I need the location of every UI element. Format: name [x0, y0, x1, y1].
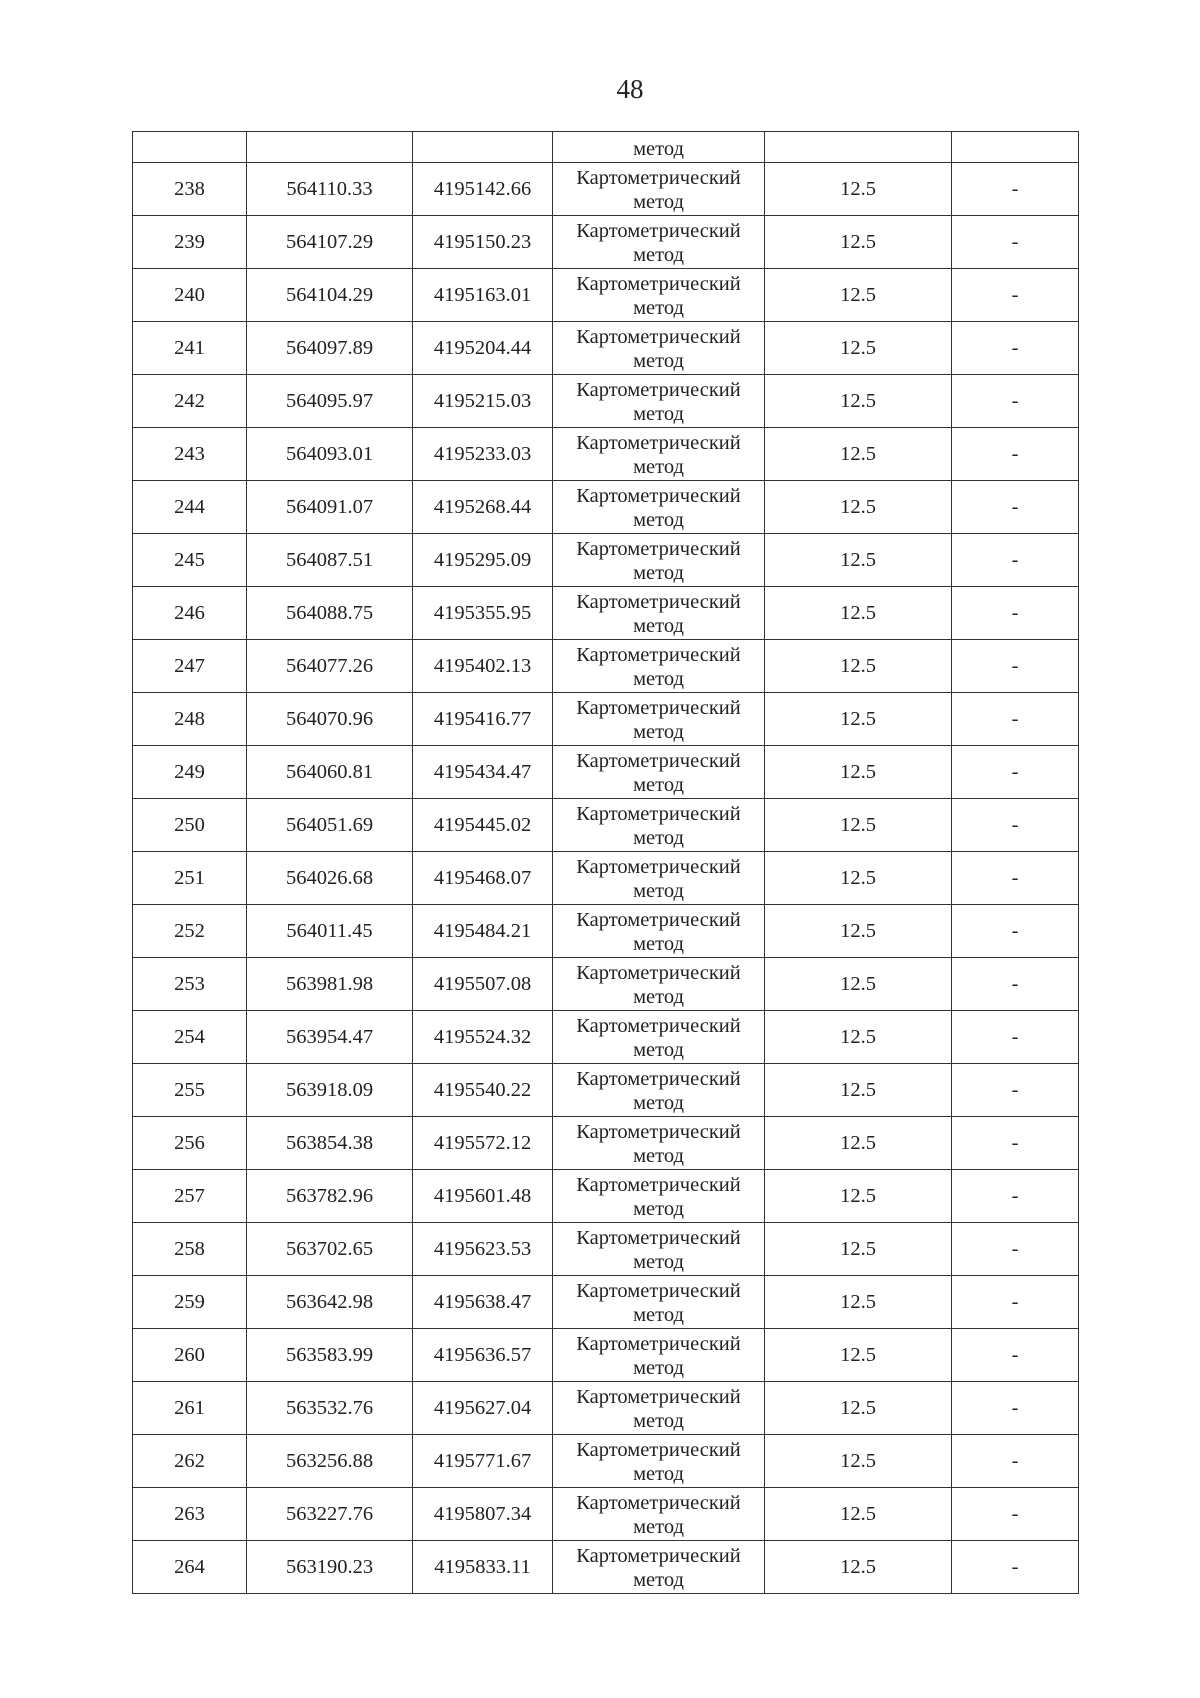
- table-cell-y: 4195540.22: [413, 1064, 553, 1117]
- table-cell-y: 4195150.23: [413, 216, 553, 269]
- table-cell-method: [553, 375, 765, 428]
- table-cell-x: 563702.65: [247, 1223, 413, 1276]
- table-cell-method: [553, 1435, 765, 1488]
- table-cell-x: 564107.29: [247, 216, 413, 269]
- method-text: метод: [633, 508, 684, 531]
- table-cell-x: 563532.76: [247, 1382, 413, 1435]
- table-cell-note: -: [952, 428, 1079, 481]
- method-text: Картометрический: [576, 855, 741, 878]
- table-cell-y: 4195142.66: [413, 163, 553, 216]
- table-cell-accuracy: 12.5: [765, 693, 952, 746]
- table-row: [133, 322, 1079, 375]
- method-text: метод: [633, 667, 684, 690]
- table-cell-number: 257: [133, 1170, 247, 1223]
- table-cell-note: -: [952, 1223, 1079, 1276]
- method-text: метод: [633, 1250, 684, 1273]
- table-cell-note: -: [952, 640, 1079, 693]
- table-cell-number: 243: [133, 428, 247, 481]
- table-cell-y: 4195833.11: [413, 1541, 553, 1594]
- method-text: Картометрический: [576, 1173, 741, 1196]
- table-cell-note: -: [952, 1276, 1079, 1329]
- table-cell-accuracy: 12.5: [765, 534, 952, 587]
- method-text: метод: [633, 243, 684, 266]
- method-text: метод: [633, 1144, 684, 1167]
- table-cell-x: 564011.45: [247, 905, 413, 958]
- table-cell-method: [553, 640, 765, 693]
- table-cell-number: 258: [133, 1223, 247, 1276]
- table-cell-y: 4195402.13: [413, 640, 553, 693]
- table-cell-note: -: [952, 587, 1079, 640]
- table-cell-method: метод: [553, 132, 765, 163]
- page-number: 48: [616, 74, 644, 104]
- method-text: метод: [633, 190, 684, 213]
- method-text: метод: [633, 1303, 684, 1326]
- method-text: Картометрический: [576, 749, 741, 772]
- table-row: [133, 1382, 1079, 1435]
- method-text: метод: [633, 1091, 684, 1114]
- table-cell-note: -: [952, 1382, 1079, 1435]
- table-cell-number: 241: [133, 322, 247, 375]
- method-text: Картометрический: [576, 590, 741, 613]
- table-cell-y: 4195468.07: [413, 852, 553, 905]
- table-cell-accuracy: 12.5: [765, 216, 952, 269]
- method-text: метод: [633, 349, 684, 372]
- table-row: [133, 1223, 1079, 1276]
- method-text: Картометрический: [576, 1385, 741, 1408]
- table-cell-method: [553, 481, 765, 534]
- method-text: метод: [633, 1197, 684, 1220]
- table-cell-accuracy: 12.5: [765, 1382, 952, 1435]
- table-cell-y: 4195416.77: [413, 693, 553, 746]
- table-row: [133, 1276, 1079, 1329]
- method-text: метод: [633, 1356, 684, 1379]
- table-cell-number: 260: [133, 1329, 247, 1382]
- method-text: метод: [633, 402, 684, 425]
- table-cell-x: 563981.98: [247, 958, 413, 1011]
- table-cell-method: [553, 1382, 765, 1435]
- table-row: [133, 428, 1079, 481]
- method-text: Картометрический: [576, 219, 741, 242]
- table-cell-number: 239: [133, 216, 247, 269]
- table-cell-method: [553, 1541, 765, 1594]
- table-cell-x: 564093.01: [247, 428, 413, 481]
- table-cell-x: 563954.47: [247, 1011, 413, 1064]
- method-text: Картометрический: [576, 802, 741, 825]
- table-row: [133, 693, 1079, 746]
- table-cell-number: 238: [133, 163, 247, 216]
- method-text: метод: [633, 1515, 684, 1538]
- method-text: Картометрический: [576, 1279, 741, 1302]
- table-row: [133, 481, 1079, 534]
- method-text: метод: [633, 1038, 684, 1061]
- table-cell-note: -: [952, 1064, 1079, 1117]
- method-text: Картометрический: [576, 431, 741, 454]
- table-row: [133, 1170, 1079, 1223]
- table-cell-number: 247: [133, 640, 247, 693]
- table-row: [133, 1488, 1079, 1541]
- table-cell-method: [553, 1117, 765, 1170]
- method-text: Картометрический: [576, 325, 741, 348]
- table-cell-y: 4195601.48: [413, 1170, 553, 1223]
- table-cell-x: 563642.98: [247, 1276, 413, 1329]
- table-cell-accuracy: 12.5: [765, 587, 952, 640]
- table-row: [133, 1011, 1079, 1064]
- table-cell-y: 4195572.12: [413, 1117, 553, 1170]
- table-cell-accuracy: 12.5: [765, 1064, 952, 1117]
- table-cell-accuracy: 12.5: [765, 640, 952, 693]
- table-cell-y: 4195445.02: [413, 799, 553, 852]
- table-cell-number: 249: [133, 746, 247, 799]
- table-cell-accuracy: 12.5: [765, 428, 952, 481]
- table-row: [133, 958, 1079, 1011]
- method-text: Картометрический: [576, 1544, 741, 1567]
- method-text: метод: [633, 985, 684, 1008]
- table-cell-accuracy: 12.5: [765, 481, 952, 534]
- table-cell-accuracy: 12.5: [765, 1541, 952, 1594]
- table-cell-note: [952, 132, 1079, 163]
- table-cell-x: 564070.96: [247, 693, 413, 746]
- table-cell-x: 563256.88: [247, 1435, 413, 1488]
- method-text: Картометрический: [576, 1067, 741, 1090]
- table-row: [133, 1117, 1079, 1170]
- table-cell-x: 564077.26: [247, 640, 413, 693]
- table-cell-x: [247, 132, 413, 163]
- table-cell-note: -: [952, 163, 1079, 216]
- table-cell-method: [553, 746, 765, 799]
- method-text: метод: [633, 561, 684, 584]
- table-cell-x: 564060.81: [247, 746, 413, 799]
- method-text: Картометрический: [576, 1120, 741, 1143]
- table-cell-y: 4195807.34: [413, 1488, 553, 1541]
- table-cell-method: [553, 163, 765, 216]
- table-cell-number: 251: [133, 852, 247, 905]
- table-row: [133, 1329, 1079, 1382]
- table-cell-number: 252: [133, 905, 247, 958]
- table-cell-y: 4195434.47: [413, 746, 553, 799]
- table-cell-method: [553, 852, 765, 905]
- table-cell-method: [553, 534, 765, 587]
- table-row: [133, 905, 1079, 958]
- table-row: [133, 269, 1079, 322]
- table-cell-y: 4195163.01: [413, 269, 553, 322]
- table-cell-method: [553, 216, 765, 269]
- table-cell-number: 261: [133, 1382, 247, 1435]
- table-cell-y: 4195204.44: [413, 322, 553, 375]
- table-cell-y: 4195524.32: [413, 1011, 553, 1064]
- table-cell-x: 564051.69: [247, 799, 413, 852]
- table-cell-accuracy: 12.5: [765, 1488, 952, 1541]
- table-cell-method: [553, 1170, 765, 1223]
- table-cell-number: 244: [133, 481, 247, 534]
- table-cell-y: [413, 132, 553, 163]
- table-row: [133, 1541, 1079, 1594]
- table-row: [133, 216, 1079, 269]
- table-cell-note: -: [952, 1011, 1079, 1064]
- table-cell-number: 254: [133, 1011, 247, 1064]
- table-cell-note: -: [952, 799, 1079, 852]
- table-cell-note: -: [952, 269, 1079, 322]
- method-text: Картометрический: [576, 484, 741, 507]
- table-cell-x: 563227.76: [247, 1488, 413, 1541]
- table-cell-method: [553, 269, 765, 322]
- table-cell-number: 242: [133, 375, 247, 428]
- table-cell-method: [553, 1276, 765, 1329]
- table-cell-method: [553, 905, 765, 958]
- table-cell-accuracy: [765, 132, 952, 163]
- table-cell-x: 564104.29: [247, 269, 413, 322]
- table-cell-method: [553, 799, 765, 852]
- table-cell-note: -: [952, 905, 1079, 958]
- method-text: метод: [633, 720, 684, 743]
- table-cell-accuracy: 12.5: [765, 375, 952, 428]
- table-cell-note: -: [952, 322, 1079, 375]
- method-text: метод: [633, 1462, 684, 1485]
- table-cell-accuracy: 12.5: [765, 905, 952, 958]
- table-cell-note: -: [952, 481, 1079, 534]
- table-cell-y: 4195233.03: [413, 428, 553, 481]
- table-row: [133, 534, 1079, 587]
- method-text: метод: [633, 1568, 684, 1591]
- table-cell-note: -: [952, 1435, 1079, 1488]
- table-cell-note: -: [952, 1329, 1079, 1382]
- table-cell-x: 564091.07: [247, 481, 413, 534]
- method-text: Картометрический: [576, 166, 741, 189]
- table-cell-y: 4195771.67: [413, 1435, 553, 1488]
- table-cell-x: 564087.51: [247, 534, 413, 587]
- table-cell-y: 4195268.44: [413, 481, 553, 534]
- table-row: [133, 163, 1079, 216]
- table-cell-method: [553, 958, 765, 1011]
- table-cell-number: 250: [133, 799, 247, 852]
- table-cell-method: [553, 1488, 765, 1541]
- table-cell-number: 264: [133, 1541, 247, 1594]
- table-cell-method: [553, 1329, 765, 1382]
- table-cell-accuracy: 12.5: [765, 1435, 952, 1488]
- table-cell-number: 255: [133, 1064, 247, 1117]
- table-cell-y: 4195484.21: [413, 905, 553, 958]
- table-cell-note: -: [952, 1117, 1079, 1170]
- table-cell-x: 564088.75: [247, 587, 413, 640]
- table-cell-number: 245: [133, 534, 247, 587]
- table-cell-accuracy: 12.5: [765, 958, 952, 1011]
- table-cell-note: -: [952, 375, 1079, 428]
- table-row: [133, 640, 1079, 693]
- table-cell-method: [553, 587, 765, 640]
- table-cell-note: -: [952, 746, 1079, 799]
- method-text: метод: [633, 1409, 684, 1432]
- table-cell-note: -: [952, 1488, 1079, 1541]
- table-cell-x: 564097.89: [247, 322, 413, 375]
- table-cell-method: [553, 693, 765, 746]
- method-text: Картометрический: [576, 1014, 741, 1037]
- method-text: метод: [633, 296, 684, 319]
- method-text: Картометрический: [576, 537, 741, 560]
- table-cell-x: 563854.38: [247, 1117, 413, 1170]
- method-text: Картометрический: [576, 1332, 741, 1355]
- table-cell-accuracy: 12.5: [765, 163, 952, 216]
- table-cell-accuracy: 12.5: [765, 799, 952, 852]
- table-cell-number: [133, 132, 247, 163]
- table-cell-note: -: [952, 693, 1079, 746]
- table-row: [133, 1064, 1079, 1117]
- table-cell-note: -: [952, 958, 1079, 1011]
- table-cell-x: 564095.97: [247, 375, 413, 428]
- method-text: метод: [633, 879, 684, 902]
- table-cell-x: 563583.99: [247, 1329, 413, 1382]
- table-cell-y: 4195295.09: [413, 534, 553, 587]
- table-cell-accuracy: 12.5: [765, 746, 952, 799]
- table-cell-note: -: [952, 1541, 1079, 1594]
- table-row: [133, 746, 1079, 799]
- table-row: [133, 587, 1079, 640]
- table-cell-number: 256: [133, 1117, 247, 1170]
- method-text: Картометрический: [576, 961, 741, 984]
- table-row: [133, 799, 1079, 852]
- table-cell-number: 248: [133, 693, 247, 746]
- table-cell-number: 253: [133, 958, 247, 1011]
- table-row: [133, 852, 1079, 905]
- table-row-continuation: [133, 132, 1079, 163]
- table-cell-method: [553, 322, 765, 375]
- table-cell-accuracy: 12.5: [765, 1223, 952, 1276]
- table-body: [133, 132, 1079, 1594]
- method-text: Картометрический: [576, 1438, 741, 1461]
- table-cell-note: -: [952, 852, 1079, 905]
- method-text: Картометрический: [576, 272, 741, 295]
- method-text: метод: [633, 614, 684, 637]
- table-cell-y: 4195636.57: [413, 1329, 553, 1382]
- table-cell-accuracy: 12.5: [765, 1011, 952, 1064]
- table-cell-number: 240: [133, 269, 247, 322]
- table-cell-x: 563190.23: [247, 1541, 413, 1594]
- table-cell-number: 263: [133, 1488, 247, 1541]
- table-cell-y: 4195638.47: [413, 1276, 553, 1329]
- table-cell-x: 563918.09: [247, 1064, 413, 1117]
- table-cell-number: 262: [133, 1435, 247, 1488]
- table-cell-accuracy: 12.5: [765, 852, 952, 905]
- table-cell-x: 564110.33: [247, 163, 413, 216]
- table-cell-y: 4195623.53: [413, 1223, 553, 1276]
- table-cell-x: 563782.96: [247, 1170, 413, 1223]
- table-cell-method: [553, 428, 765, 481]
- table-cell-number: 259: [133, 1276, 247, 1329]
- table-cell-accuracy: 12.5: [765, 1117, 952, 1170]
- table-cell-y: 4195355.95: [413, 587, 553, 640]
- table-cell-y: 4195507.08: [413, 958, 553, 1011]
- method-text: Картометрический: [576, 1226, 741, 1249]
- method-text: Картометрический: [576, 378, 741, 401]
- table-cell-accuracy: 12.5: [765, 1276, 952, 1329]
- table-cell-accuracy: 12.5: [765, 1170, 952, 1223]
- table-row: [133, 375, 1079, 428]
- table-cell-y: 4195215.03: [413, 375, 553, 428]
- table-cell-number: 246: [133, 587, 247, 640]
- table-cell-note: -: [952, 216, 1079, 269]
- table-cell-method: [553, 1223, 765, 1276]
- table-row: [133, 1435, 1079, 1488]
- method-text: метод: [633, 932, 684, 955]
- table-cell-accuracy: 12.5: [765, 322, 952, 375]
- table-cell-method: [553, 1064, 765, 1117]
- method-text: метод: [633, 773, 684, 796]
- method-text: Картометрический: [576, 1491, 741, 1514]
- table-cell-note: -: [952, 1170, 1079, 1223]
- method-text: Картометрический: [576, 696, 741, 719]
- table-cell-x: 564026.68: [247, 852, 413, 905]
- table-cell-method: [553, 1011, 765, 1064]
- method-text: метод: [633, 455, 684, 478]
- table-cell-accuracy: 12.5: [765, 269, 952, 322]
- coordinates-table: [132, 131, 1079, 1594]
- method-text: Картометрический: [576, 643, 741, 666]
- method-text: Картометрический: [576, 908, 741, 931]
- table-cell-accuracy: 12.5: [765, 1329, 952, 1382]
- table-cell-y: 4195627.04: [413, 1382, 553, 1435]
- method-text: метод: [633, 826, 684, 849]
- table-cell-note: -: [952, 534, 1079, 587]
